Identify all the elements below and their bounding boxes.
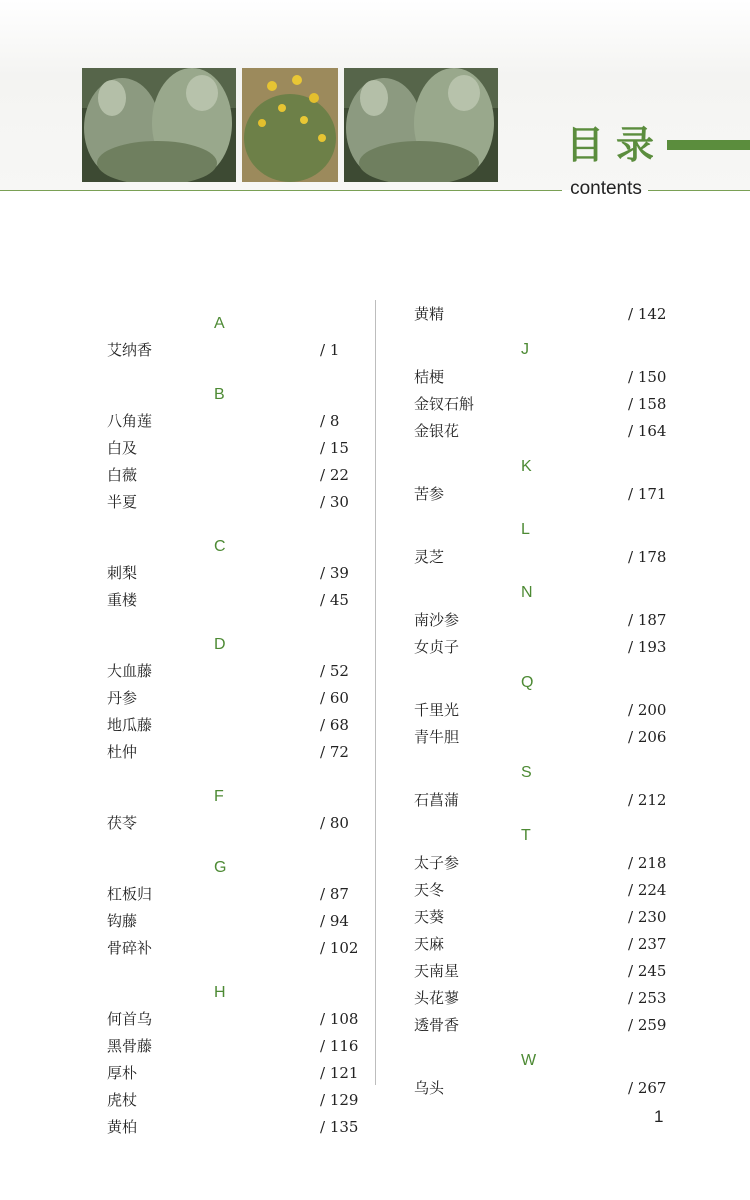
toc-entry-page[interactable]: / 45 xyxy=(320,591,349,609)
page-title: 目录 xyxy=(566,122,667,167)
toc-entry-name[interactable]: 白薇 xyxy=(107,466,138,484)
toc-entry-page[interactable]: / 218 xyxy=(628,854,667,872)
toc-entry-page[interactable]: / 80 xyxy=(320,814,349,832)
toc-entry-name[interactable]: 天葵 xyxy=(414,908,445,926)
section-letter-l: L xyxy=(521,521,530,538)
toc-entry-name[interactable]: 天南星 xyxy=(414,962,460,980)
toc-entry-name[interactable]: 钩藤 xyxy=(107,912,138,930)
toc-entry-page[interactable]: / 200 xyxy=(628,701,667,719)
section-letter-w: W xyxy=(521,1052,537,1069)
toc-entry-page[interactable]: / 72 xyxy=(320,743,349,761)
toc-entry-page[interactable]: / 150 xyxy=(628,368,667,386)
toc-entry-name[interactable]: 虎杖 xyxy=(107,1091,138,1109)
toc-entry-page[interactable]: / 39 xyxy=(320,564,349,582)
toc-entry-name[interactable]: 桔梗 xyxy=(414,368,445,386)
toc-entry-page[interactable]: / 178 xyxy=(628,548,667,566)
toc-entry-page[interactable]: / 230 xyxy=(628,908,667,926)
toc-entry-page[interactable]: / 206 xyxy=(628,728,667,746)
toc-entry-page[interactable]: / 52 xyxy=(320,662,349,680)
toc-entry-name[interactable]: 苦参 xyxy=(414,485,445,503)
toc-entry-page[interactable]: / 30 xyxy=(320,493,349,511)
toc-entry-name[interactable]: 重楼 xyxy=(107,591,138,609)
herb-photo-icon xyxy=(82,68,236,182)
toc-entry-name[interactable]: 杜仲 xyxy=(107,743,138,761)
toc-entry-name[interactable]: 半夏 xyxy=(107,493,138,511)
herb-photo-3 xyxy=(344,68,498,182)
toc-entry-name[interactable]: 骨碎补 xyxy=(107,939,153,957)
toc-entry-page[interactable]: / 87 xyxy=(320,885,349,903)
toc-entry-name[interactable]: 天冬 xyxy=(414,881,445,899)
toc-entry-page[interactable]: / 129 xyxy=(320,1091,359,1109)
section-letter-b: B xyxy=(214,386,225,403)
header-rule-left xyxy=(0,190,562,191)
section-letter-d: D xyxy=(214,636,226,653)
herb-photo-icon xyxy=(344,68,498,182)
toc-entry-page[interactable]: / 253 xyxy=(628,989,667,1007)
toc-entry-page[interactable]: / 193 xyxy=(628,638,667,656)
section-letter-n: N xyxy=(521,584,533,601)
yellow-flower-photo xyxy=(242,68,338,182)
section-letter-k: K xyxy=(521,458,532,475)
column-divider xyxy=(375,300,376,1085)
toc-entry-page[interactable]: / 212 xyxy=(628,791,667,809)
toc-entry-page[interactable]: / 102 xyxy=(320,939,359,957)
toc-entry-page[interactable]: / 22 xyxy=(320,466,349,484)
toc-entry-page[interactable]: / 1 xyxy=(320,341,340,359)
toc-entry-name[interactable]: 千里光 xyxy=(414,701,460,719)
yellow-flower-photo-icon xyxy=(242,68,338,182)
toc-entry-name[interactable]: 黄柏 xyxy=(107,1118,138,1136)
toc-entry-page[interactable]: / 158 xyxy=(628,395,667,413)
toc-entry-name[interactable]: 八角莲 xyxy=(107,412,153,430)
toc-entry-page[interactable]: / 259 xyxy=(628,1016,667,1034)
toc-entry-name[interactable]: 太子参 xyxy=(414,854,460,872)
toc-entry-name[interactable]: 茯苓 xyxy=(107,814,138,832)
toc-entry-name[interactable]: 地瓜藤 xyxy=(107,716,153,734)
toc-entry-name[interactable]: 黑骨藤 xyxy=(107,1037,153,1055)
toc-entry-name[interactable]: 艾纳香 xyxy=(107,341,153,359)
herb-photo-1 xyxy=(82,68,236,182)
toc-entry-page[interactable]: / 68 xyxy=(320,716,349,734)
toc-entry-page[interactable]: / 267 xyxy=(628,1079,667,1097)
toc-entry-page[interactable]: / 224 xyxy=(628,881,667,899)
toc-entry-name[interactable]: 南沙参 xyxy=(414,611,460,629)
title-block xyxy=(566,120,750,170)
toc-entry-page[interactable]: / 121 xyxy=(320,1064,359,1082)
section-letter-t: T xyxy=(521,827,531,844)
page-subtitle: contents xyxy=(570,178,642,199)
toc-entry-name[interactable]: 丹参 xyxy=(107,689,138,707)
toc-entry-page[interactable]: / 116 xyxy=(320,1037,359,1055)
toc-entry-name[interactable]: 白及 xyxy=(107,439,138,457)
toc-entry-name[interactable]: 金钗石斛 xyxy=(414,395,475,413)
toc-entry-name[interactable]: 灵芝 xyxy=(414,548,445,566)
section-letter-j: J xyxy=(521,341,529,358)
toc-entry-name[interactable]: 何首乌 xyxy=(107,1010,153,1028)
toc-entry-name[interactable]: 透骨香 xyxy=(414,1016,460,1034)
toc-entry-name[interactable]: 女贞子 xyxy=(414,638,460,656)
toc-entry-name[interactable]: 黄精 xyxy=(414,305,445,323)
section-letter-c: C xyxy=(214,538,226,555)
header-rule-right xyxy=(648,190,750,191)
section-letter-a: A xyxy=(214,315,225,332)
section-letter-g: G xyxy=(214,859,227,876)
page-number: 1 xyxy=(654,1107,664,1126)
toc-entry-name[interactable]: 金银花 xyxy=(414,422,460,440)
toc-entry-name[interactable]: 天麻 xyxy=(414,935,445,953)
toc-entry-name[interactable]: 厚朴 xyxy=(107,1064,138,1082)
section-letter-q: Q xyxy=(521,674,534,691)
toc-entry-page[interactable]: / 60 xyxy=(320,689,349,707)
toc-entry-name[interactable]: 杠板归 xyxy=(107,885,153,903)
section-letter-s: S xyxy=(521,764,532,781)
toc-entry-page[interactable]: / 237 xyxy=(628,935,667,953)
title-accent-bar xyxy=(667,140,750,150)
section-letter-f: F xyxy=(214,788,224,805)
toc-entry-page[interactable]: / 8 xyxy=(320,412,340,430)
toc-entry-page[interactable]: / 15 xyxy=(320,439,349,457)
toc-entry-page[interactable]: / 164 xyxy=(628,422,667,440)
toc-entry-name[interactable]: 大血藤 xyxy=(107,662,153,680)
toc-entry-page[interactable]: / 187 xyxy=(628,611,667,629)
toc-entry-page[interactable]: / 108 xyxy=(320,1010,359,1028)
toc-entry-name[interactable]: 乌头 xyxy=(414,1079,445,1097)
toc-entry-page[interactable]: / 142 xyxy=(628,305,667,323)
section-letter-h: H xyxy=(214,984,226,1001)
toc-entry-page[interactable]: / 135 xyxy=(320,1118,359,1136)
toc-entry-name[interactable]: 青牛胆 xyxy=(414,728,460,746)
toc-entry-name[interactable]: 头花蓼 xyxy=(414,989,460,1007)
toc-entry-page[interactable]: / 171 xyxy=(628,485,667,503)
toc-entry-name[interactable]: 石菖蒲 xyxy=(414,791,460,809)
toc-entry-page[interactable]: / 94 xyxy=(320,912,349,930)
toc-entry-name[interactable]: 刺梨 xyxy=(107,564,138,582)
toc-entry-page[interactable]: / 245 xyxy=(628,962,667,980)
